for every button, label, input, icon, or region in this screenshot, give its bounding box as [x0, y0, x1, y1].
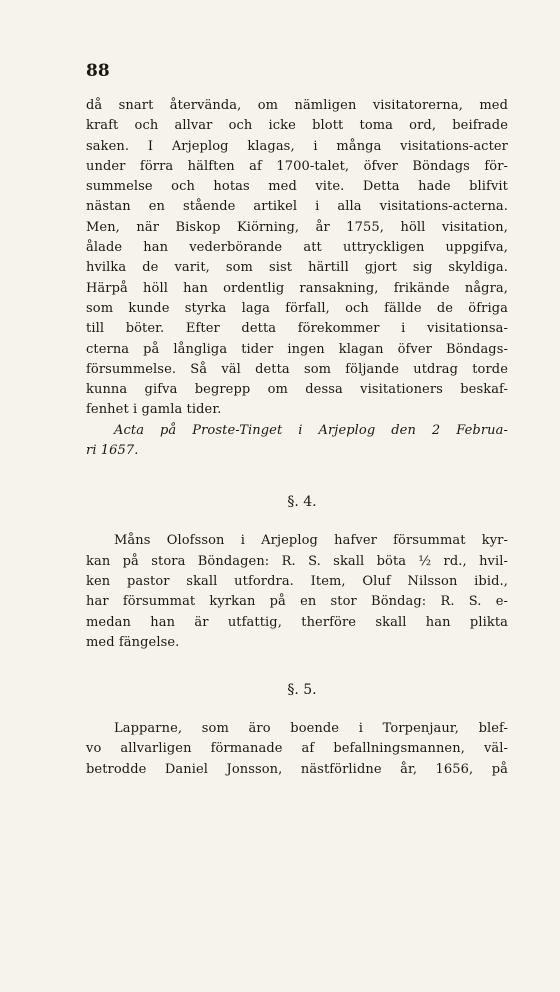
text-line: till böter. Efter detta förekommer i visitationsa-: [86, 321, 508, 337]
text-line: cterna på långliga tider ingen klagan öfver Böndags-: [86, 341, 508, 357]
text-line: Måns Olofsson i Arjeplog hafver försummat kyr-: [114, 533, 508, 549]
text-line: medan han är utfattig, therföre skall han plikta: [86, 614, 508, 630]
text-line: då snart återvända, om nämligen visitatorerna, med: [86, 98, 508, 113]
paragraph-1: [86, 96, 508, 421]
text-line: Lapparne, som äro boende i Torpenjaur, blef-: [114, 721, 508, 737]
text-line: saken. I Arjeplog klagas, i många visitations-acter: [86, 138, 508, 154]
text-line: nästan en stående artikel i alla visitations-acterna.: [86, 199, 508, 215]
text-line: kraft och allvar och icke blott toma ord, beifrade: [86, 118, 508, 134]
text-line: försummelse. Så väl detta som följande utdrag torde: [86, 361, 508, 377]
citation-line: ri 1657.: [86, 443, 139, 459]
text-line: under förra hälften af 1700-talet, öfver Böndags för-: [86, 158, 508, 174]
text-line: kan på stora Böndagen: R. S. skall böta ½ rd., hvil-: [86, 553, 508, 569]
text-line: som kunde styrka laga förfall, och fällde de öfriga: [86, 300, 508, 316]
book-page: [86, 60, 508, 780]
text-line: har försummat kyrkan på en stor Böndag: R. S. e-: [86, 594, 508, 610]
section-4-text: [86, 531, 508, 653]
text-line: hvilka de varit, som sist härtill gjort sig skyldiga.: [86, 260, 508, 276]
text-line: ålade han vederbörande att uttryckligen uppgifva,: [86, 240, 508, 256]
page-number: 88: [86, 61, 110, 81]
text-line: med fängelse.: [86, 634, 180, 650]
text-line: summelse och hotas med vite. Detta hade blifvit: [86, 179, 508, 195]
section-heading-4: §. 4.: [287, 494, 317, 511]
text-line: Men, när Biskop Kiörning, år 1755, höll visitation,: [86, 219, 508, 235]
citation-line: Acta på Proste-Tinget i Arjeplog den 2 Februa-: [114, 422, 508, 438]
section-5-text: [86, 719, 508, 780]
text-line: betrodde Daniel Jonsson, nästförlidne år, 1656, på: [86, 761, 508, 777]
citation: [86, 421, 508, 462]
section-heading-5: §. 5.: [287, 682, 317, 699]
text-line: kunna gifva begrepp om dessa visitationers beskaf-: [86, 382, 508, 398]
text-line: vo allvarligen förmanade af befallningsmannen, väl-: [86, 741, 508, 757]
text-line: Härpå höll han ordentlig ransakning, frikände några,: [86, 280, 508, 296]
text-line: fenhet i gamla tider.: [86, 402, 222, 418]
text-line: ken pastor skall utfordra. Item, Oluf Nilsson ibid.,: [86, 573, 508, 589]
